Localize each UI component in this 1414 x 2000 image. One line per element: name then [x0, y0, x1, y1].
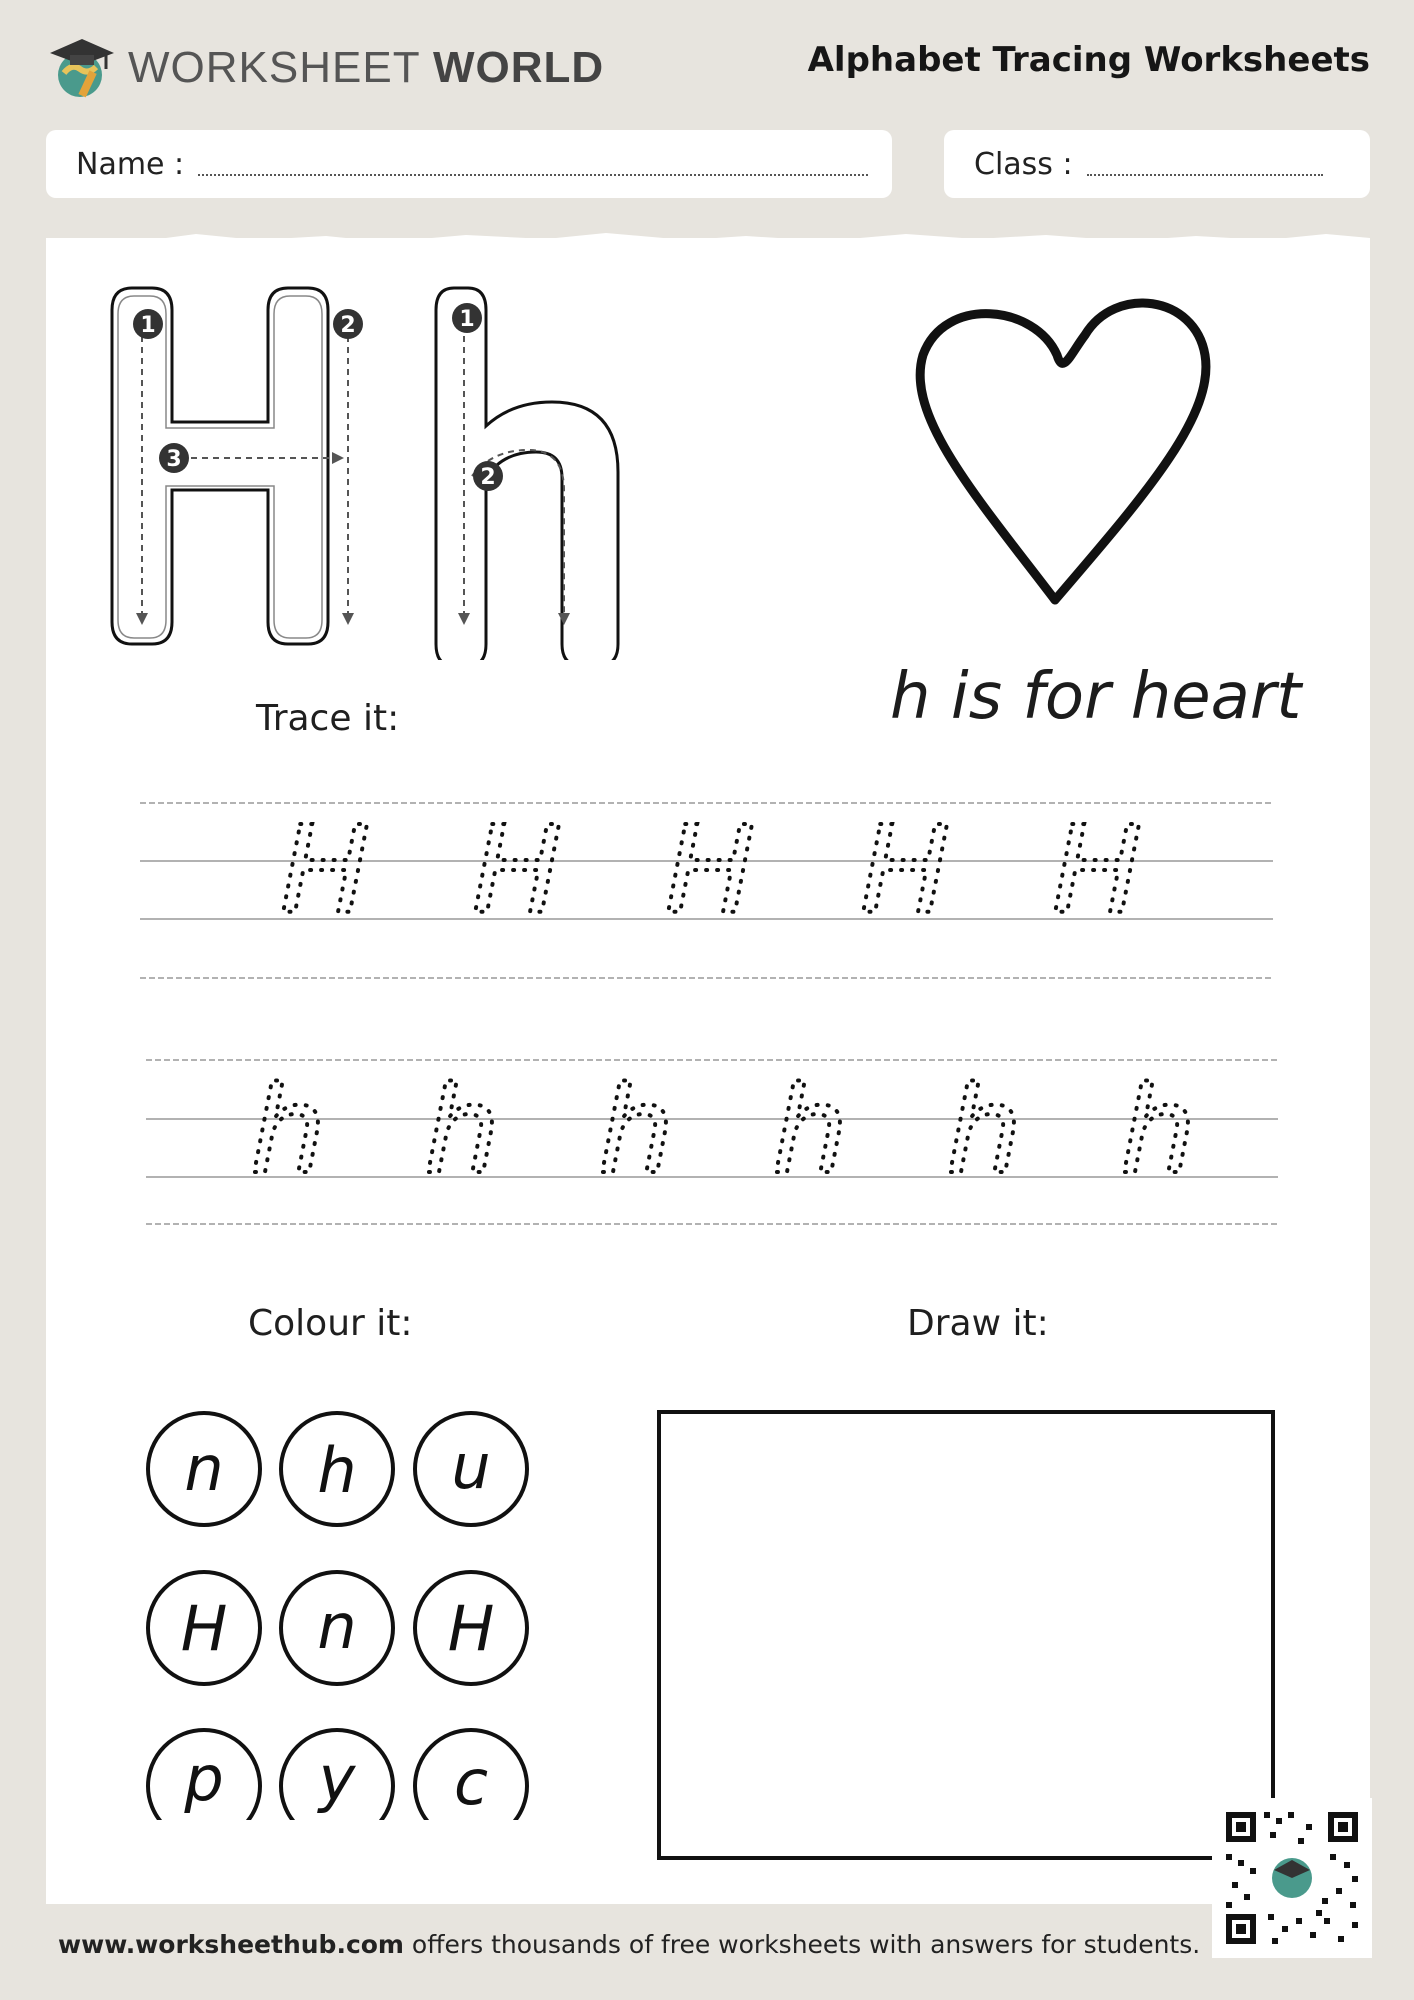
- mascot-icon: [46, 33, 116, 103]
- trace-letter[interactable]: h: [424, 1062, 501, 1188]
- class-line[interactable]: [1087, 174, 1323, 176]
- trace-letter[interactable]: H: [1052, 802, 1143, 930]
- letter-outline-group: [100, 280, 640, 660]
- trace-label: Trace it:: [256, 698, 400, 739]
- name-label: Name :: [76, 146, 185, 182]
- colour-letter: h: [317, 1434, 357, 1507]
- colour-letter: n: [317, 1590, 357, 1663]
- colour-circles: [140, 1400, 540, 1820]
- trace-letter[interactable]: H: [280, 802, 371, 930]
- trace-letter[interactable]: H: [665, 802, 756, 930]
- footer-link[interactable]: www.worksheethub.com: [58, 1930, 404, 1959]
- arrow-icons-lower: [458, 613, 570, 625]
- trace-letter[interactable]: h: [598, 1062, 675, 1188]
- trace-row-uppercase: [200, 790, 1200, 930]
- qr-code[interactable]: [1212, 1798, 1372, 1958]
- stroke-number-lower-2: 2: [480, 465, 496, 490]
- uppercase-outline: [112, 288, 328, 644]
- stroke-number-badges: [133, 303, 503, 491]
- class-label: Class :: [974, 146, 1073, 182]
- stroke-number-2: 2: [340, 313, 356, 338]
- trace-letter[interactable]: H: [860, 802, 951, 930]
- draw-label: Draw it:: [907, 1303, 1049, 1344]
- trace-letter[interactable]: H: [472, 802, 563, 930]
- stroke-number-3: 3: [166, 447, 182, 472]
- picture-caption: h is for heart: [890, 660, 1302, 734]
- trace-letter[interactable]: h: [1120, 1062, 1197, 1188]
- colour-letter: p: [184, 1742, 224, 1815]
- trace-row-lowercase: [200, 1048, 1200, 1188]
- name-line[interactable]: [198, 174, 868, 176]
- colour-label: Colour it:: [248, 1303, 413, 1344]
- colour-letter: H: [180, 1592, 228, 1665]
- trace-letter[interactable]: h: [946, 1062, 1023, 1188]
- footer-text: www.worksheethub.com offers thousands of free worksheets with answers for students.: [58, 1930, 1201, 1959]
- stroke-number-1: 1: [140, 313, 156, 338]
- name-field[interactable]: [46, 130, 892, 198]
- page-title: Alphabet Tracing Worksheets: [807, 40, 1370, 80]
- colour-letter: n: [184, 1432, 224, 1505]
- brand-name: WORKSHEET WORLD: [128, 43, 605, 92]
- colour-letter: H: [447, 1592, 495, 1665]
- colour-letter: y: [318, 1742, 356, 1815]
- colour-letter: u: [451, 1430, 491, 1503]
- trace-letter[interactable]: h: [250, 1062, 327, 1188]
- trace-letter[interactable]: h: [772, 1062, 849, 1188]
- drawing-box[interactable]: [657, 1410, 1275, 1860]
- heart-icon: [905, 295, 1225, 615]
- stroke-number-lower-1: 1: [459, 307, 475, 332]
- class-field[interactable]: [944, 130, 1370, 198]
- trace-bottom-line: [140, 1220, 1280, 1230]
- colour-letter: c: [453, 1746, 489, 1819]
- brand-logo: [46, 28, 604, 108]
